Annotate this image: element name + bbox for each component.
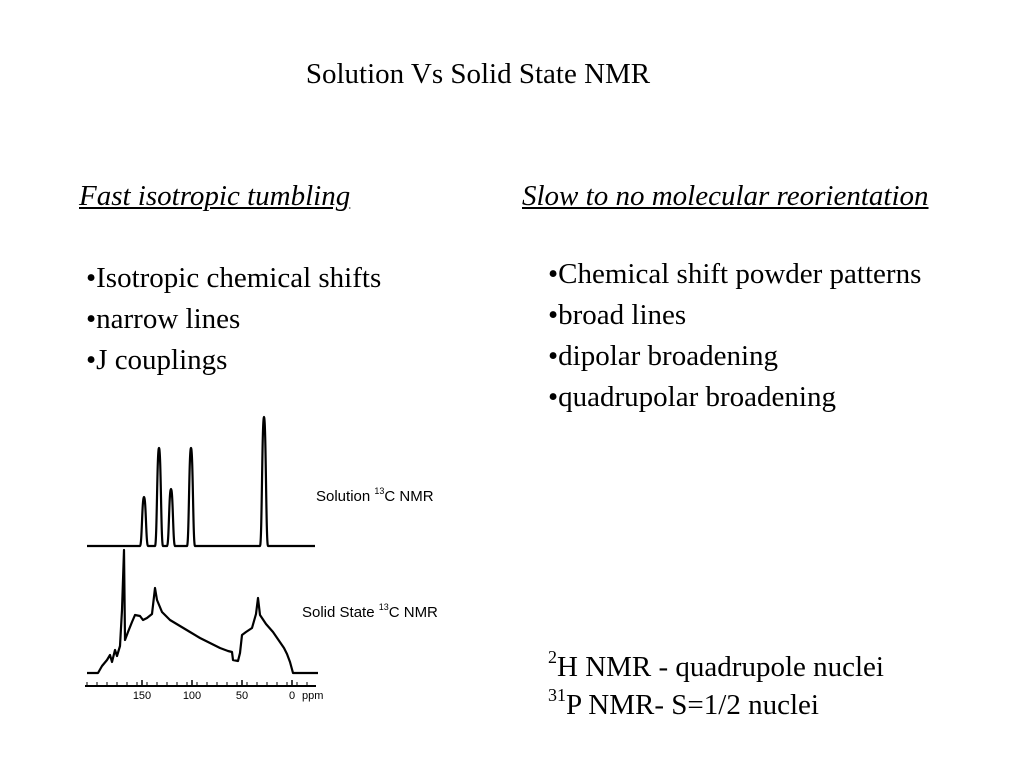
nuclei-notes — [548, 648, 884, 724]
solid-label: Solid State $^{13}$C NMR — [302, 602, 438, 621]
right-bullet-list — [548, 254, 921, 418]
list-item: •broad lines — [548, 299, 687, 331]
left-column-heading: Fast isotropic tumbling — [79, 180, 351, 212]
ppm-tick-label: 50 — [235, 690, 249, 702]
list-item: •narrow lines — [86, 303, 241, 335]
slide-title: Solution Vs Solid State NMR — [305, 58, 651, 90]
ppm-tick-label: 100 — [182, 690, 202, 702]
note-text: P NMR- S=1/2 nuclei — [566, 689, 819, 721]
list-item: •quadrupolar broadening — [548, 381, 836, 413]
note-text: H NMR - quadrupole nuclei — [557, 651, 884, 683]
left-bullet-list — [86, 258, 381, 381]
list-item: •J couplings — [86, 344, 228, 376]
solid-spectrum-trace — [87, 550, 318, 673]
note-superscript: 31 — [548, 685, 566, 706]
right-column-heading: Slow to no molecular reorientation — [522, 180, 929, 212]
note-superscript: 2 — [548, 647, 557, 668]
note-deuterium — [548, 648, 884, 686]
list-item: •dipolar broadening — [548, 340, 779, 372]
ppm-tick-label: 150 — [132, 690, 152, 702]
note-phosphorus — [548, 686, 884, 724]
list-item: •Chemical shift powder patterns — [548, 258, 922, 290]
ppm-tick-label: 0 — [288, 690, 296, 702]
nmr-spectra-figure — [80, 410, 480, 705]
solution-label: Solution $^{13}$C NMR — [316, 486, 434, 505]
list-item: •Isotropic chemical shifts — [86, 262, 382, 294]
ppm-unit-label: ppm — [302, 690, 324, 702]
solution-spectrum-trace — [87, 417, 315, 546]
